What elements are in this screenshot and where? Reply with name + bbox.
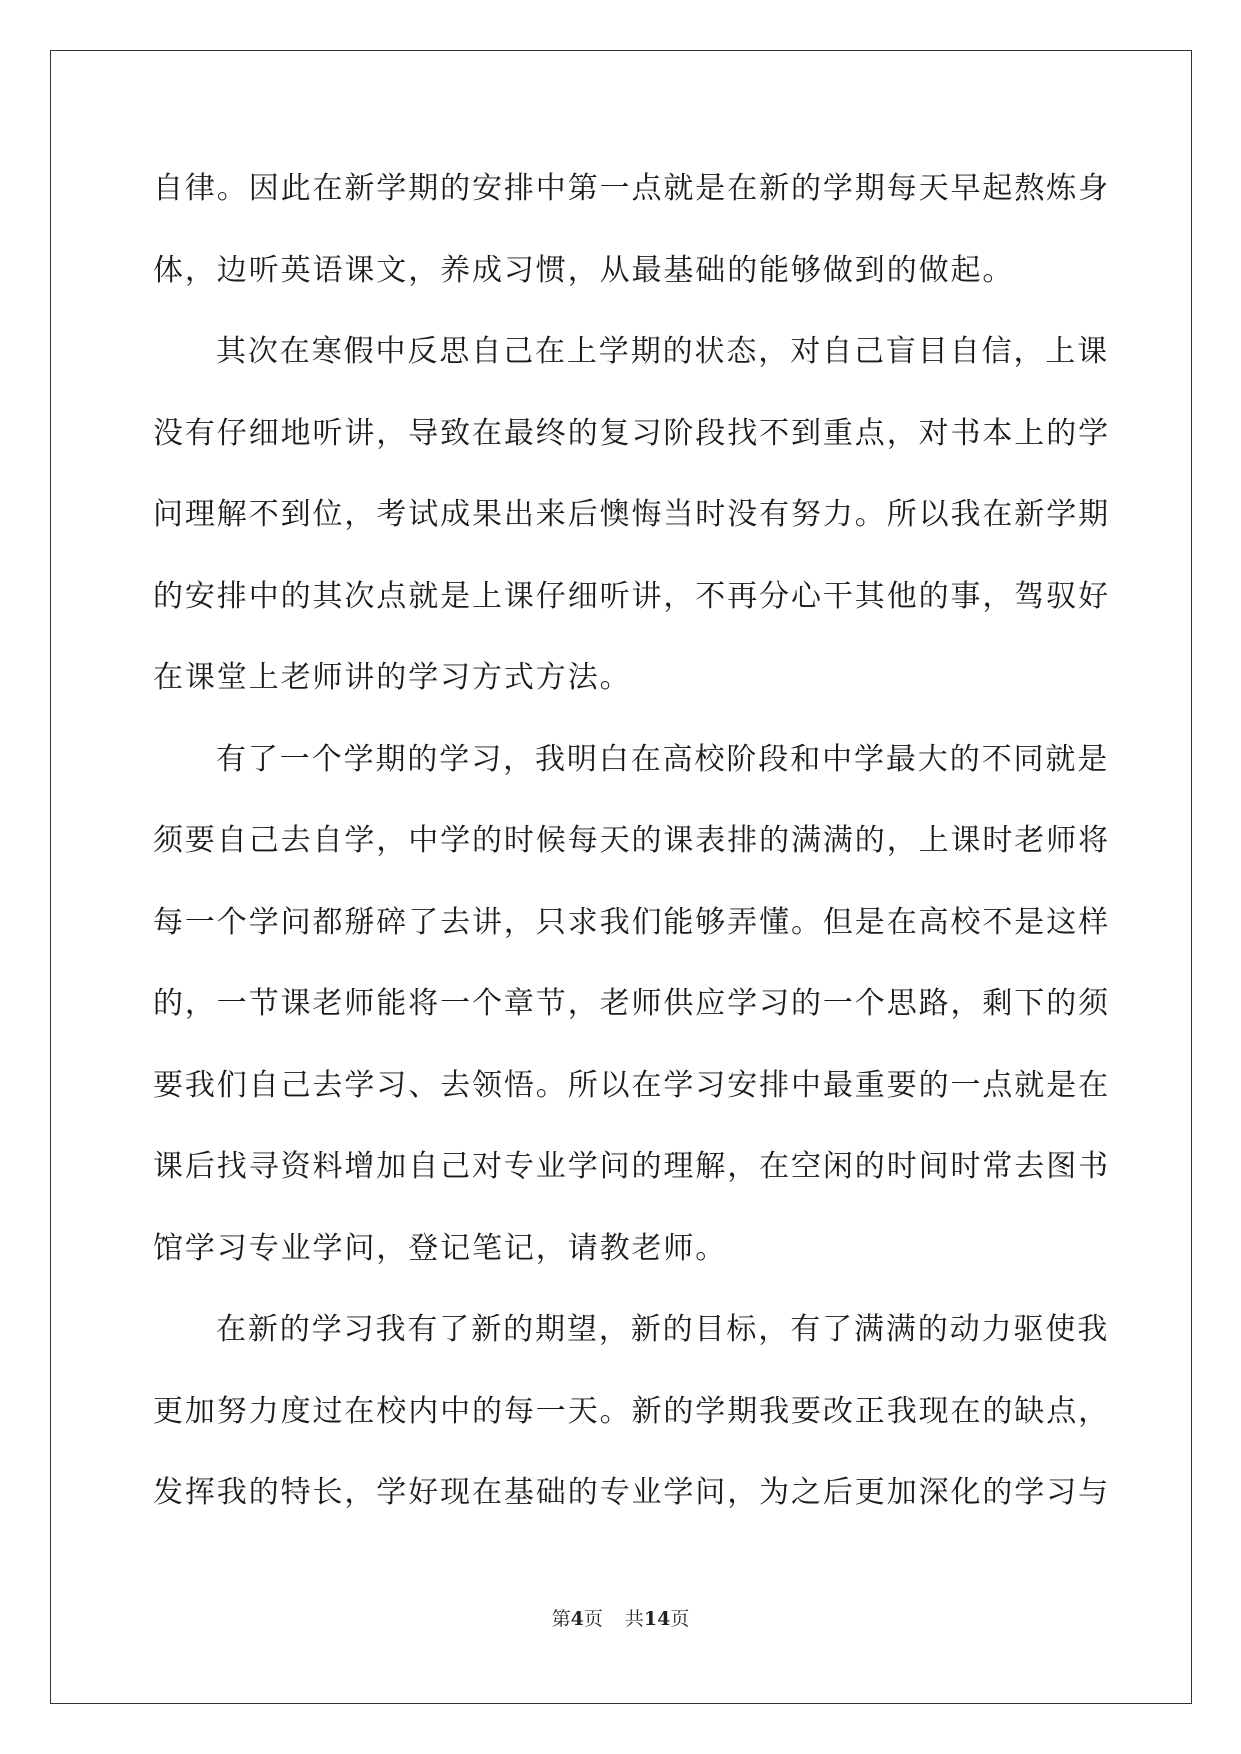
text-line: 问理解不到位，考试成果出来后懊悔当时没有努力。所以我在新学期	[153, 497, 1110, 532]
text-line: 课后找寻资料增加自己对专业学问的理解，在空闲的时间时常去图书	[153, 1149, 1110, 1184]
text-line: 在新的学习我有了新的期望，新的目标，有了满满的动力驱使我	[216, 1312, 1110, 1347]
text-line: 馆学习专业学问，登记笔记，请教老师。	[153, 1230, 728, 1266]
document-body	[153, 148, 1110, 1534]
text-line: 要我们自己去学习、去领悟。所以在学习安排中最重要的一点就是在	[153, 1067, 1110, 1103]
text-line: 每一个学问都掰碎了去讲，只求我们能够弄懂。但是在高校不是这样	[153, 904, 1110, 940]
text-line: 其次在寒假中反思自己在上学期的状态，对自己盲目自信，上课	[216, 334, 1110, 369]
total-suffix: 页	[670, 1608, 690, 1630]
text-line: 的，一节课老师能将一个章节，老师供应学习的一个思路，剩下的须	[153, 986, 1110, 1021]
text-line: 没有仔细地听讲，导致在最终的复习阶段找不到重点，对书本上的学	[153, 415, 1110, 451]
page-prefix: 第	[551, 1608, 571, 1630]
page-suffix: 页	[583, 1608, 603, 1630]
text-line: 自律。因此在新学期的安排中第一点就是在新的学期每天早起熬炼身	[153, 171, 1110, 206]
text-line: 在课堂上老师讲的学习方式方法。	[153, 660, 632, 695]
text-line: 的安排中的其次点就是上课仔细听讲，不再分心干其他的事，驾驭好	[153, 578, 1110, 614]
total-pages: 14	[643, 1608, 671, 1630]
page-footer	[0, 1604, 1241, 1631]
text-line: 发挥我的特长，学好现在基础的专业学问，为之后更加深化的学习与	[153, 1475, 1110, 1510]
text-line: 更加努力度过在校内中的每一天。新的学期我要改正我现在的缺点，	[153, 1393, 1110, 1429]
text-line: 须要自己去自学，中学的时候每天的课表排的满满的，上课时老师将	[153, 823, 1110, 858]
page-number: 4	[570, 1608, 584, 1630]
text-line: 有了一个学期的学习，我明白在高校阶段和中学最大的不同就是	[216, 741, 1110, 777]
text-line: 体，边听英语课文，养成习惯，从最基础的能够做到的做起。	[153, 252, 1015, 288]
total-prefix: 共	[624, 1608, 644, 1630]
